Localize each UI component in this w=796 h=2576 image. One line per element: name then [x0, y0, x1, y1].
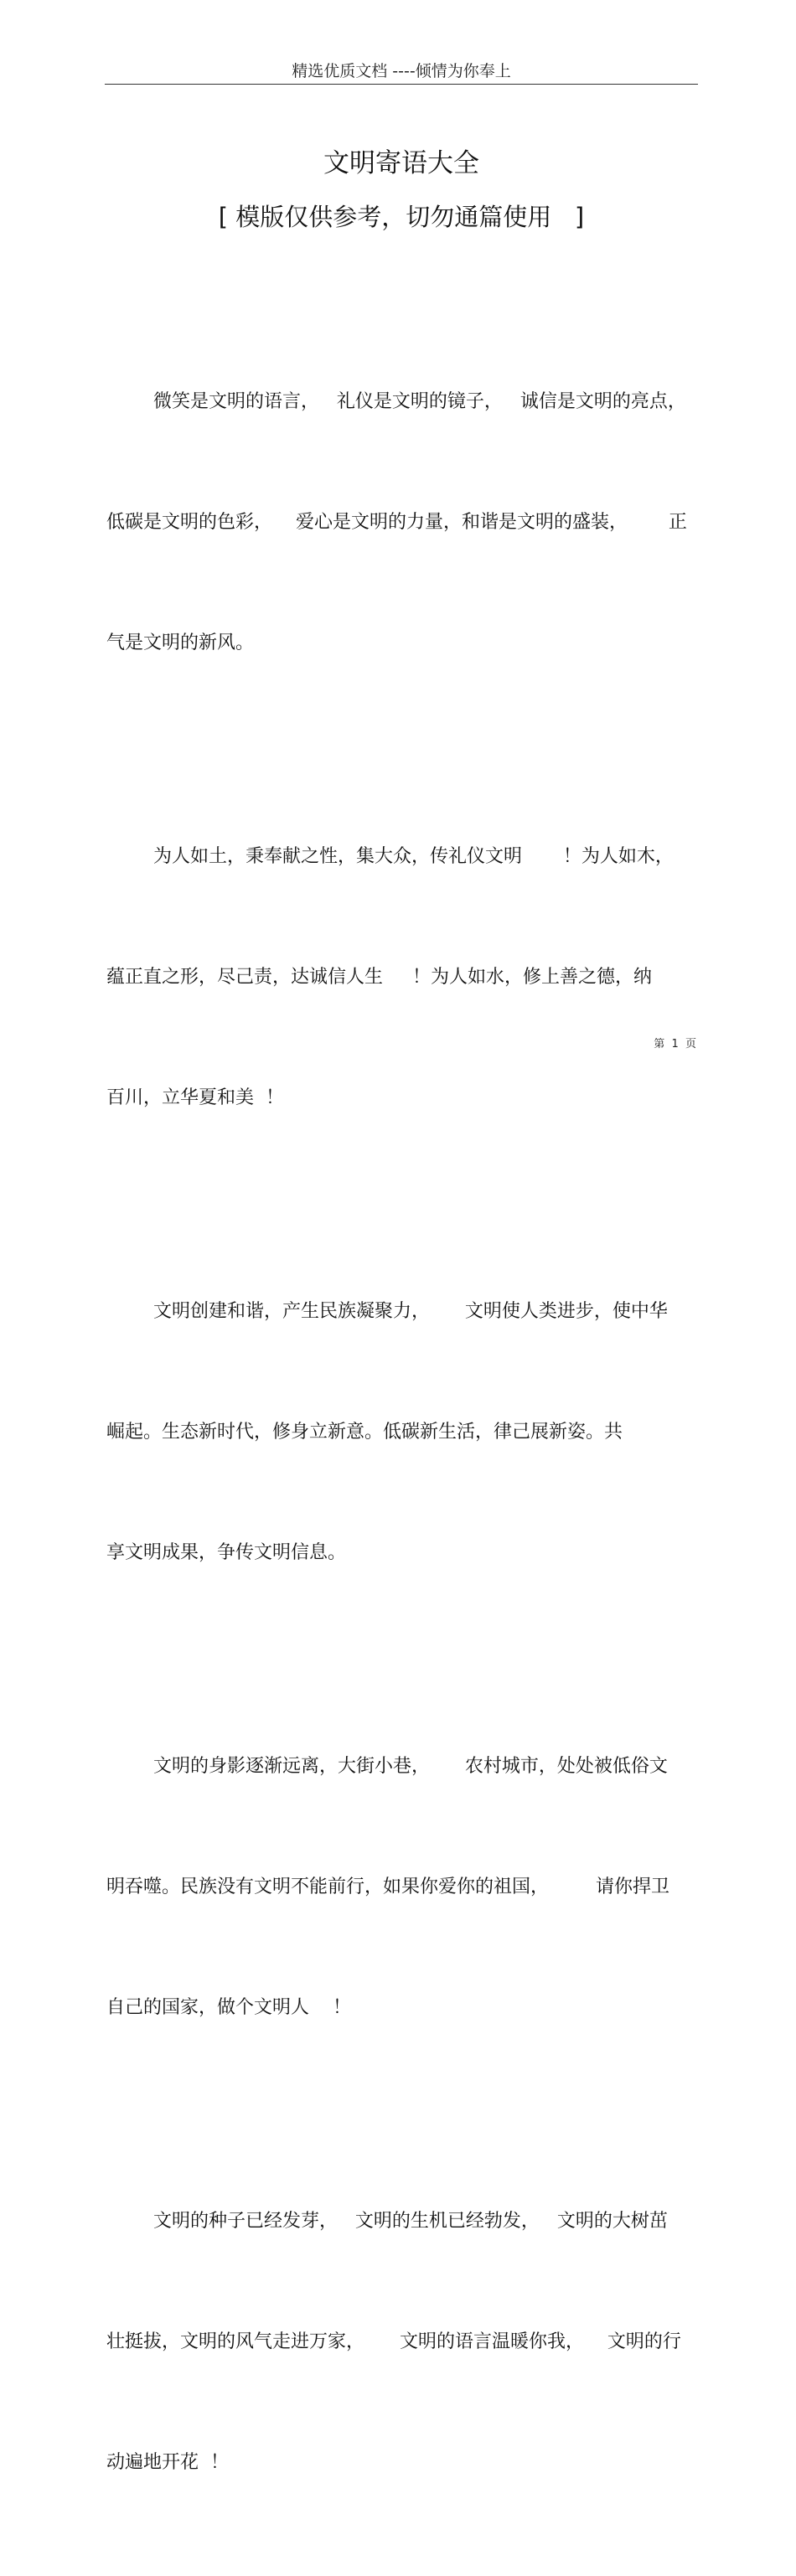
paragraph-line: 明吞噬。民族没有文明不能前行，如果你爱你的祖国， 请你捍卫 [106, 1877, 669, 1897]
paragraph-line: 文明的身影逐渐远离，大街小巷， 农村城市，处处被低俗文 [106, 1756, 668, 1777]
paragraph-line: 动遍地开花 ！ [106, 2452, 229, 2473]
paragraph-line: 文明创建和谐，产生民族凝聚力， 文明使人类进步，使中华 [106, 1301, 668, 1322]
paragraph-5 [106, 2121, 698, 2563]
paragraph-line: 低碳是文明的色彩， 爱心是文明的力量，和谐是文明的盛装， 正 [106, 512, 687, 533]
paragraph-2 [106, 756, 698, 1199]
page-header: 精选优质文档 ----倾情为你奉上 [292, 62, 511, 80]
paragraph-line: 壮挺拔，文明的风气走进万家， 文明的语言温暖你我， 文明的行 [106, 2331, 681, 2352]
paragraph-line: 百川，立华夏和美 ！ [106, 1087, 284, 1108]
paragraph-line: 文明的种子已经发芽， 文明的生机已经勃发， 文明的大树茁 [106, 2211, 668, 2232]
page-number: 第 1 页 [654, 1038, 696, 1051]
paragraph-1 [106, 302, 698, 744]
paragraph-3 [106, 1211, 698, 1654]
paragraph-line: 气是文明的新风。 [106, 632, 255, 653]
document-subtitle: [ 模版仅供参考，切勿通篇使用 ] [218, 203, 585, 231]
document-title: 文明寄语大全 [323, 148, 479, 178]
paragraph-line: 崛起。生态新时代，修身立新意。低碳新生活，律己展新姿。共 [106, 1422, 623, 1443]
paragraph-4 [106, 1666, 698, 2109]
paragraph-line: 为人如土，秉奉献之性，集大众，传礼仪文明 ！为人如木， [106, 846, 674, 867]
paragraph-line: 自己的国家，做个文明人 ！ [106, 1997, 351, 2018]
header-divider [105, 84, 698, 85]
paragraph-line: 微笑是文明的语言， 礼仪是文明的镜子， 诚信是文明的亮点， [106, 391, 686, 412]
paragraph-line: 享文明成果，争传文明信息。 [106, 1542, 347, 1563]
paragraph-line: 蕴正直之形，尽己责，达诚信人生 ！为人如水，修上善之德，纳 [106, 967, 652, 988]
document-body [106, 302, 698, 2576]
